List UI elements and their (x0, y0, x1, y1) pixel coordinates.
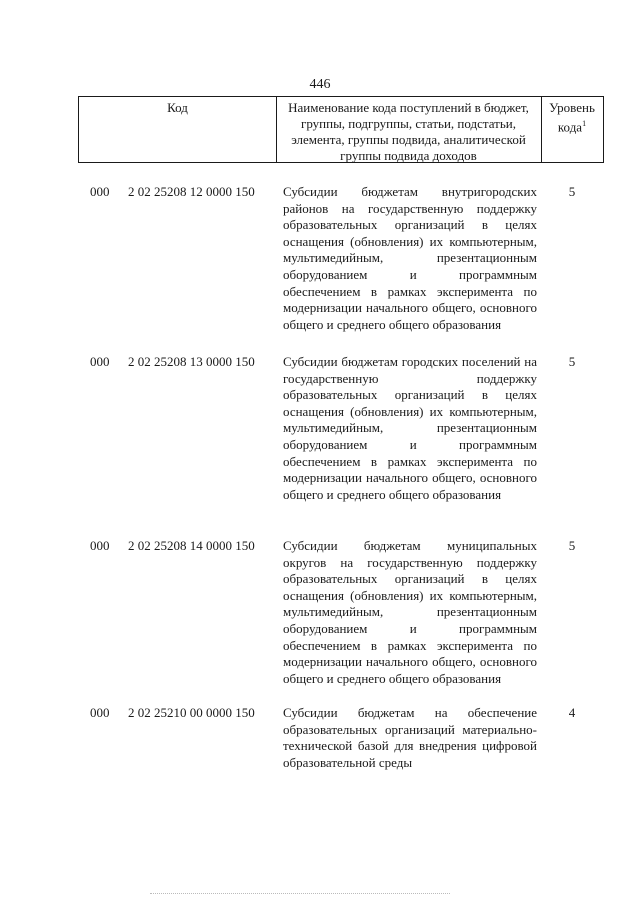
row-admin-code: 000 (90, 705, 110, 720)
scan-artifact-divider (150, 893, 450, 895)
header-level-text: Уровень кода (549, 100, 595, 135)
header-level-footnote: 1 (582, 119, 587, 128)
row-admin-code: 000 (90, 354, 110, 369)
row-admin-code: 000 (90, 538, 110, 553)
row-income-code: 2 02 25210 00 0000 150 (128, 705, 255, 720)
header-name-cell (276, 97, 542, 162)
row-level: 4 (568, 705, 576, 720)
header-level-label (541, 97, 603, 135)
row-name: Субсидии бюджетам на обеспечение образовательных организаций материально-технической базой для внедрения цифровой образовательной среды (283, 705, 537, 770)
header-level-cell (541, 97, 603, 162)
row-level: 5 (568, 354, 576, 369)
row-name: Субсидии бюджетам муниципальных округов на государственную поддержку образовательных организаций в целях оснащения (обновления) их компьютерным, мультимедийным, презентационным оборудованием и программным обеспечением в рамках эксперимента по модернизации начального общего, основного общего и среднего общего образования (283, 538, 537, 686)
row-admin-code: 000 (90, 184, 110, 199)
header-code-cell (79, 97, 277, 162)
header-name-label: Наименование кода поступлений в бюджет, группы, подгруппы, статьи, подстатьи, элемента, группы подвида, аналитической группы подвида доходов (288, 100, 529, 163)
page-number: 446 (309, 77, 331, 92)
row-income-code: 2 02 25208 14 0000 150 (128, 538, 255, 553)
row-income-code: 2 02 25208 12 0000 150 (128, 184, 255, 199)
row-name: Субсидии бюджетам внутригородских районов на государственную поддержку образовательных организаций в целях оснащения (обновления) их компьютерным, мультимедийным, презентационным оборудованием и программным обеспечением в рамках эксперимента по модернизации начального общего, основного общего и среднего общего образования (283, 184, 537, 332)
table-header (78, 96, 604, 163)
header-code-label: Код (167, 100, 188, 115)
row-level: 5 (568, 184, 576, 199)
row-income-code: 2 02 25208 13 0000 150 (128, 354, 255, 369)
row-level: 5 (568, 538, 576, 553)
row-name: Субсидии бюджетам городских поселений на государственную поддержку образовательных организаций в целях оснащения (обновления) их компьютерным, мультимедийным, презентационным оборудованием и программным обеспечением в рамках эксперимента по модернизации начального общего, основного общего и среднего общего образования (283, 354, 537, 502)
